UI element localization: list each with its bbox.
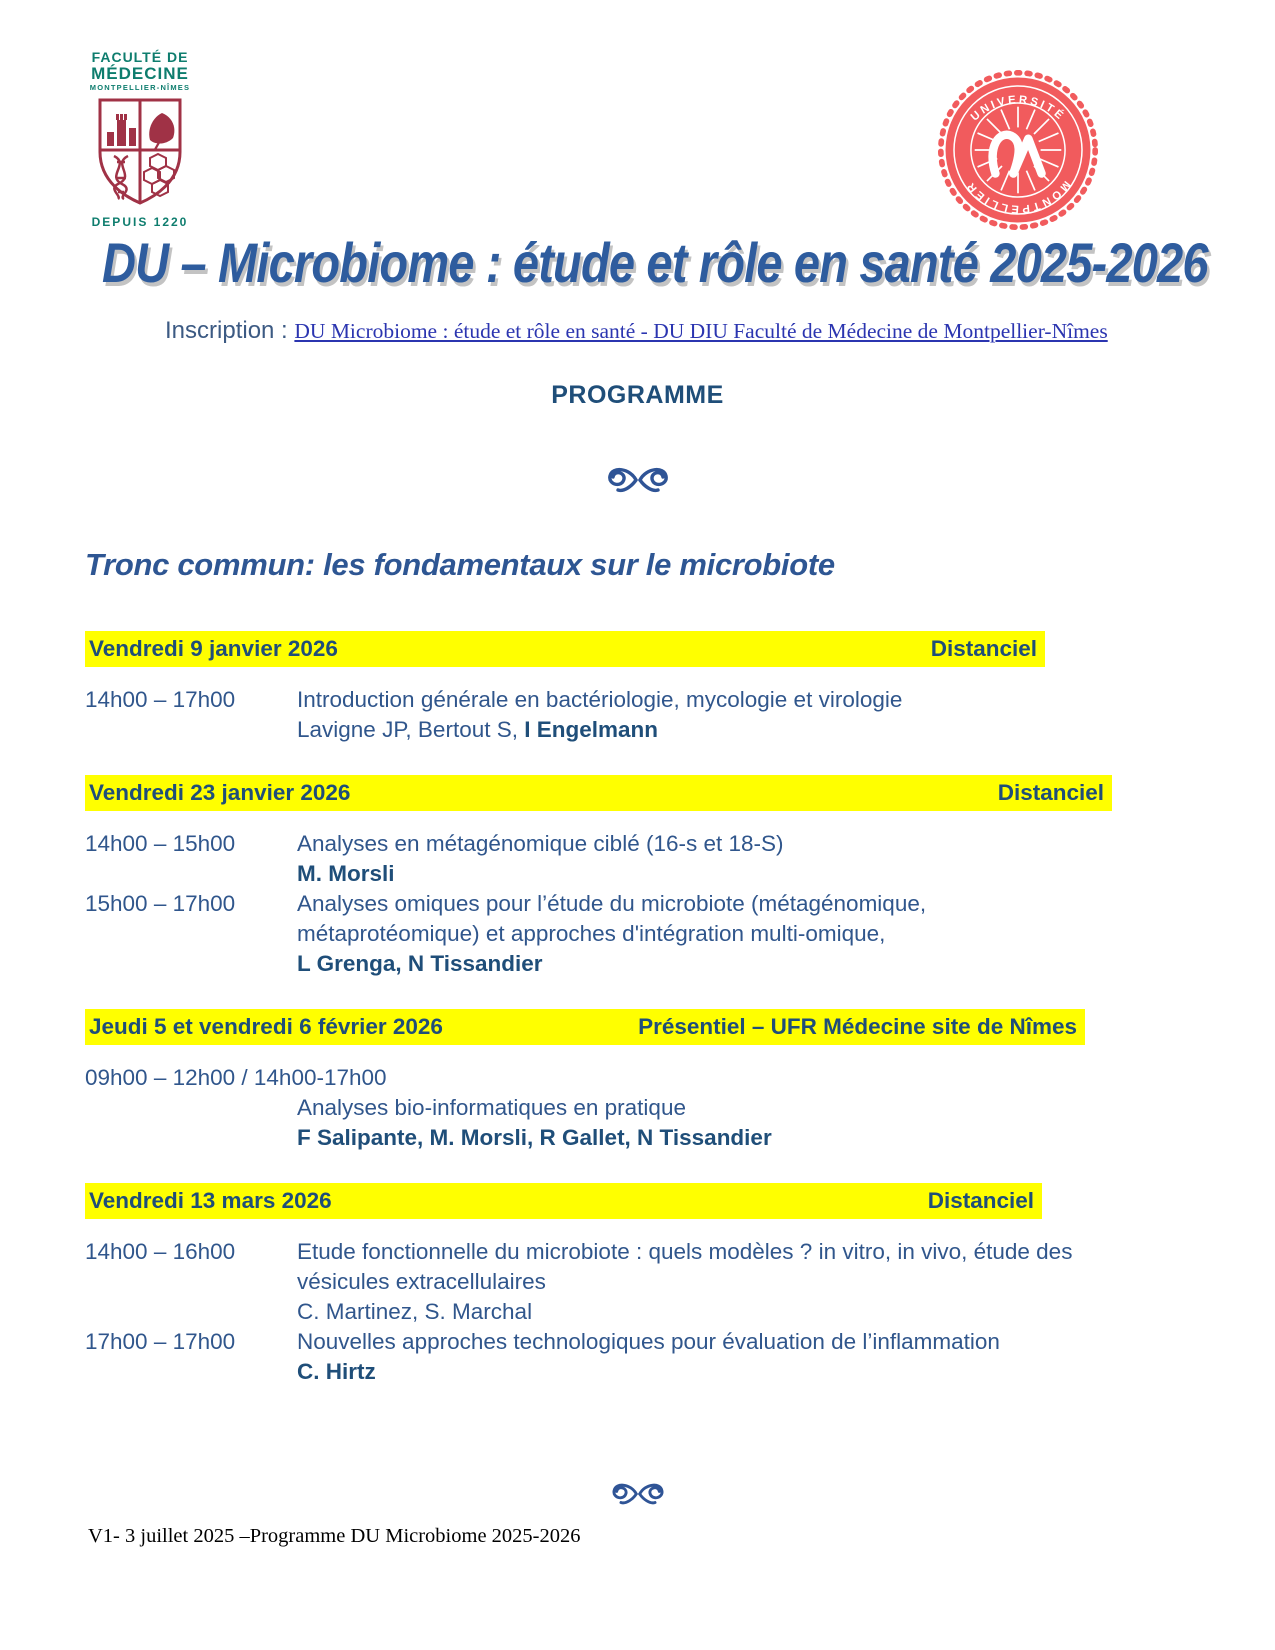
session-block [85,775,1190,979]
session-block [85,1009,1190,1153]
session-time: 14h00 – 16h00 [85,1239,236,1264]
session-row [85,1093,1190,1123]
session-time: 15h00 – 17h00 [85,891,236,916]
session-topic [297,889,1190,979]
faculty-logo-line1: FACULTÉ DE [91,49,189,65]
speaker-name: C. Hirtz [297,1359,376,1384]
topic-line [297,949,1190,979]
session-row [85,1327,1190,1387]
session-topic [297,685,1190,745]
inscription-link[interactable]: DU Microbiome : étude et rôle en santé - DU DIU Faculté de Médecine de Montpellier-Nîmes [294,319,1108,343]
session-mode-badge: Distanciel [930,636,1037,661]
session-block [85,631,1190,745]
sessions [85,631,1190,1387]
session-date: Vendredi 13 mars 2026 [89,1188,332,1213]
topic-text: Lavigne JP, Bertout S, [297,717,525,742]
session-row [85,1237,1190,1327]
topic-text: métaprotéomique) et approches d'intégration multi-omique, [297,921,886,946]
session-topic [297,1327,1190,1387]
session-date-bar [85,631,1045,667]
speaker-name: M. Morsli [297,861,395,886]
session-time: 17h00 – 17h00 [85,1329,236,1354]
speaker-name: F Salipante, M. Morsli, R Gallet, N Tissandier [297,1125,772,1150]
floral-ornament-icon [0,466,1275,499]
topic-line [297,1123,1190,1153]
page-footer [0,1482,1275,1548]
session-mode-badge: Présentiel – UFR Médecine site de Nîmes [638,1014,1077,1039]
topic-text: C. Martinez, S. Marchal [297,1299,533,1324]
faculty-medicine-logo [80,50,200,229]
session-date: Vendredi 23 janvier 2026 [89,780,351,805]
faculty-shield-icon [80,96,200,213]
session-topic [297,1237,1190,1327]
faculty-logo-line3: MONTPELLIER-NÎMES [89,83,191,92]
topic-line [297,919,1190,949]
inscription-line [165,317,1275,345]
faculty-logo-since: DEPUIS 1220 [91,215,189,229]
topic-line [297,715,1190,745]
session-row [85,889,1190,979]
topic-line [297,1267,1190,1297]
session-row [85,1123,1190,1153]
faculty-logo-line2: MÉDECINE [91,64,189,83]
inscription-label: Inscription : [165,317,288,344]
version-line: V1- 3 juillet 2025 –Programme DU Microbiome 2025-2026 [88,1525,581,1547]
topic-line [297,1093,1190,1123]
section-heading: Tronc commun: les fondamentaux sur le microbiote [85,547,835,582]
session-mode-badge: Distanciel [927,1188,1034,1213]
topic-text: Analyses en métagénomique ciblé (16-s et 18-S) [297,831,784,856]
topic-text: Analyses bio-informatiques en pratique [297,1095,686,1120]
speaker-name: L Grenga, N Tissandier [297,951,543,976]
session-topic [297,1123,1190,1153]
session-time: 09h00 – 12h00 / 14h00-17h00 [85,1065,387,1090]
session-rows [85,829,1190,979]
seal-word-top: UNIVERSITÉ [968,93,1068,124]
topic-text: Nouvelles approches technologiques pour évaluation de l’inflammation [297,1329,1000,1354]
programme-heading: PROGRAMME [551,381,724,409]
speaker-name: I Engelmann [524,717,659,742]
session-date-bar [85,1009,1085,1045]
session-rows [85,685,1190,745]
session-mode-badge: Distanciel [997,780,1104,805]
time-spacer [85,1123,297,1153]
topic-text: vésicules extracellulaires [297,1269,546,1294]
topic-line [297,685,1190,715]
topic-text: Analyses omiques pour l’étude du microbiote (métagénomique, [297,891,927,916]
topic-line [297,829,1190,859]
time-spacer [85,1093,297,1123]
session-rows [85,1063,1190,1153]
session-date-bar [85,1183,1042,1219]
university-montpellier-seal-icon [938,70,1098,235]
session-row [85,685,1190,745]
session-date-bar [85,775,1112,811]
topic-line [297,859,1190,889]
session-block [85,1183,1190,1387]
session-time: 14h00 – 17h00 [85,687,236,712]
session-time: 14h00 – 15h00 [85,831,236,856]
session-date: Jeudi 5 et vendredi 6 février 2026 [89,1014,443,1039]
session-topic [297,1093,1190,1123]
floral-ornament-icon [0,1482,1275,1511]
document-title: DU – Microbiome : étude et rôle en santé 2025-2026 [102,231,1208,294]
session-date: Vendredi 9 janvier 2026 [89,636,338,661]
topic-line [297,1327,1190,1357]
session-topic [297,829,1190,889]
seal-word-bottom: MONTPELLIER [963,178,1073,215]
topic-line [297,1357,1190,1387]
session-row [85,829,1190,889]
topic-line [297,1297,1190,1327]
topic-line [297,1237,1190,1267]
topic-text: Etude fonctionnelle du microbiote : quels modèles ? in vitro, in vivo, étude des [297,1239,1073,1264]
topic-text: Introduction générale en bactériologie, mycologie et virologie [297,687,903,712]
session-rows [85,1237,1190,1387]
topic-line [297,889,1190,919]
